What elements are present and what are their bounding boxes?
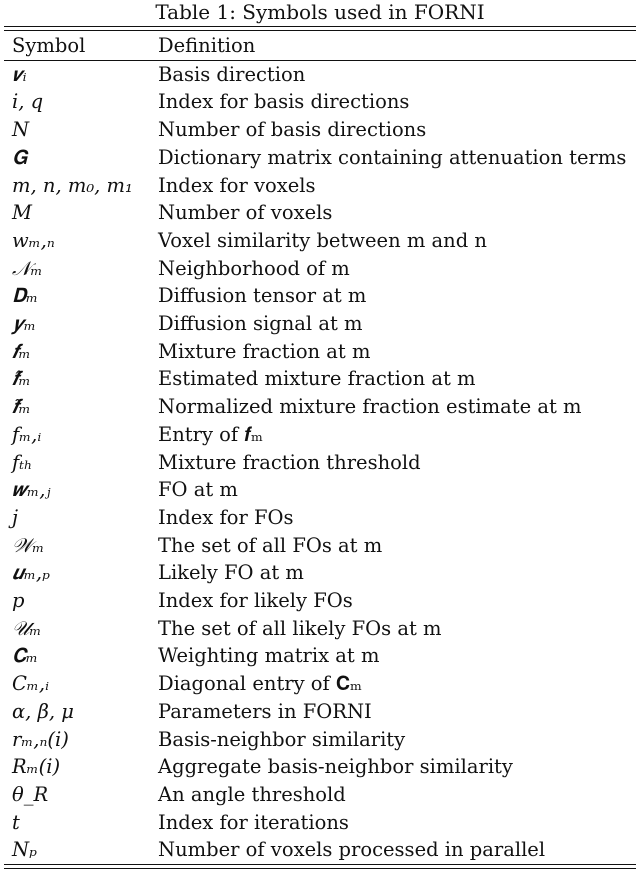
definition-cell: Index for voxels xyxy=(158,173,316,197)
table-row xyxy=(4,282,636,310)
definition-cell: Weighting matrix at m xyxy=(158,644,380,668)
table-row xyxy=(4,504,636,532)
symbol-cell: 𝒰ₘ xyxy=(12,616,42,640)
table-row xyxy=(4,836,636,864)
symbol-cell: 𝒲ₘ xyxy=(12,533,45,557)
definition-cell: Likely FO at m xyxy=(158,561,304,585)
definition-cell: The set of all FOs at m xyxy=(158,533,383,557)
symbol-cell: 𝒩ₘ xyxy=(12,256,43,280)
definition-cell: Entry of 𝒇ₘ xyxy=(158,422,263,446)
bottom-rules xyxy=(4,864,636,869)
symbol-cell: Cₘ,ᵢ xyxy=(12,672,50,696)
table-row xyxy=(4,393,636,421)
table-row xyxy=(4,698,636,726)
symbol-cell: fₜₕ xyxy=(12,450,33,474)
definition-cell: Number of basis directions xyxy=(158,118,427,142)
table-row xyxy=(4,88,636,116)
symbol-cell: wₘ,ₙ xyxy=(12,228,55,252)
table-caption: Table 1: Symbols used in FORNI xyxy=(155,0,485,24)
table-row xyxy=(4,587,636,615)
definition-cell: Parameters in FORNI xyxy=(158,699,372,723)
definition-cell: Index for iterations xyxy=(158,810,349,834)
table-row xyxy=(4,615,636,643)
definition-cell: An angle threshold xyxy=(158,782,346,806)
definition-cell: Aggregate basis-neighbor similarity xyxy=(158,755,513,779)
table-row xyxy=(4,753,636,781)
symbol-cell: N xyxy=(12,118,30,142)
table-row xyxy=(4,255,636,283)
definition-cell: Normalized mixture fraction estimate at m xyxy=(158,395,582,419)
symbol-cell: i, q xyxy=(12,90,44,114)
definition-cell: Mixture fraction at m xyxy=(158,339,371,363)
definition-cell: Number of voxels xyxy=(158,201,333,225)
table-row xyxy=(4,421,636,449)
table-row xyxy=(4,532,636,560)
table-row xyxy=(4,726,636,754)
definition-cell: Estimated mixture fraction at m xyxy=(158,367,476,391)
symbol-cell: j xyxy=(12,505,19,529)
table-body xyxy=(4,60,636,864)
definition-cell: Index for likely FOs xyxy=(158,589,353,613)
symbol-cell: m, n, m₀, m₁ xyxy=(12,173,133,197)
definition-cell: Basis-neighbor similarity xyxy=(158,727,406,751)
symbol-cell: fₘ,ᵢ xyxy=(12,422,42,446)
symbol-cell: 𝒇ₘ xyxy=(12,339,31,363)
symbol-cell: t xyxy=(12,810,20,834)
table-row xyxy=(4,365,636,393)
header-symbol: Symbol xyxy=(4,31,158,60)
symbol-cell: 𝒇̃ₘ xyxy=(12,395,31,419)
symbol-cell: 𝐆 xyxy=(12,145,27,169)
table-row xyxy=(4,144,636,172)
table-row xyxy=(4,781,636,809)
bottom-rule-1 xyxy=(4,864,636,865)
table-row xyxy=(4,60,636,88)
table-row xyxy=(4,338,636,366)
symbol-cell: 𝒗ᵢ xyxy=(12,62,27,86)
header-definition: Definition xyxy=(158,31,636,60)
symbol-cell: α, β, μ xyxy=(12,699,74,723)
table-row xyxy=(4,116,636,144)
symbol-cell: p xyxy=(12,589,25,613)
definition-cell: Basis direction xyxy=(158,62,306,86)
top-rule-1 xyxy=(4,26,636,27)
definition-cell: Diffusion signal at m xyxy=(158,312,363,336)
table-row xyxy=(4,199,636,227)
symbol-cell: 𝒘ₘ,ⱼ xyxy=(12,478,51,502)
table-row xyxy=(4,642,636,670)
symbol-cell: rₘ,ₙ(i) xyxy=(12,727,69,751)
definition-cell: Index for FOs xyxy=(158,505,294,529)
table-row xyxy=(4,476,636,504)
bottom-rule-2 xyxy=(4,868,636,869)
header-row xyxy=(4,31,636,60)
table-row xyxy=(4,227,636,255)
symbol-cell: θ_R xyxy=(12,782,49,806)
definition-cell: The set of all likely FOs at m xyxy=(158,616,442,640)
definition-cell: Number of voxels processed in parallel xyxy=(158,838,546,862)
definition-cell: Mixture fraction threshold xyxy=(158,450,421,474)
symbol-cell: Rₘ(i) xyxy=(12,755,61,779)
definition-cell: Dictionary matrix containing attenuation terms xyxy=(158,145,627,169)
definition-cell: FO at m xyxy=(158,478,238,502)
symbol-cell: M xyxy=(12,201,32,225)
table-row xyxy=(4,449,636,477)
definition-cell: Diffusion tensor at m xyxy=(158,284,367,308)
symbol-cell: 𝐂ₘ xyxy=(12,644,39,668)
symbol-cell: 𝒇̂ₘ xyxy=(12,367,31,391)
table-row xyxy=(4,310,636,338)
definition-cell: Voxel similarity between m and n xyxy=(158,228,487,252)
symbol-cell: 𝒖ₘ,ₚ xyxy=(12,561,50,585)
table-row xyxy=(4,809,636,837)
definition-cell: Neighborhood of m xyxy=(158,256,350,280)
table-row xyxy=(4,559,636,587)
definition-cell: Diagonal entry of 𝐂ₘ xyxy=(158,672,362,696)
definition-cell: Index for basis directions xyxy=(158,90,410,114)
symbol-cell: 𝒚ₘ xyxy=(12,312,36,336)
table-row xyxy=(4,670,636,698)
table-row xyxy=(4,172,636,200)
symbol-cell: 𝐃ₘ xyxy=(12,284,39,308)
symbols-table xyxy=(4,31,636,864)
symbol-cell: Nₚ xyxy=(12,838,37,862)
